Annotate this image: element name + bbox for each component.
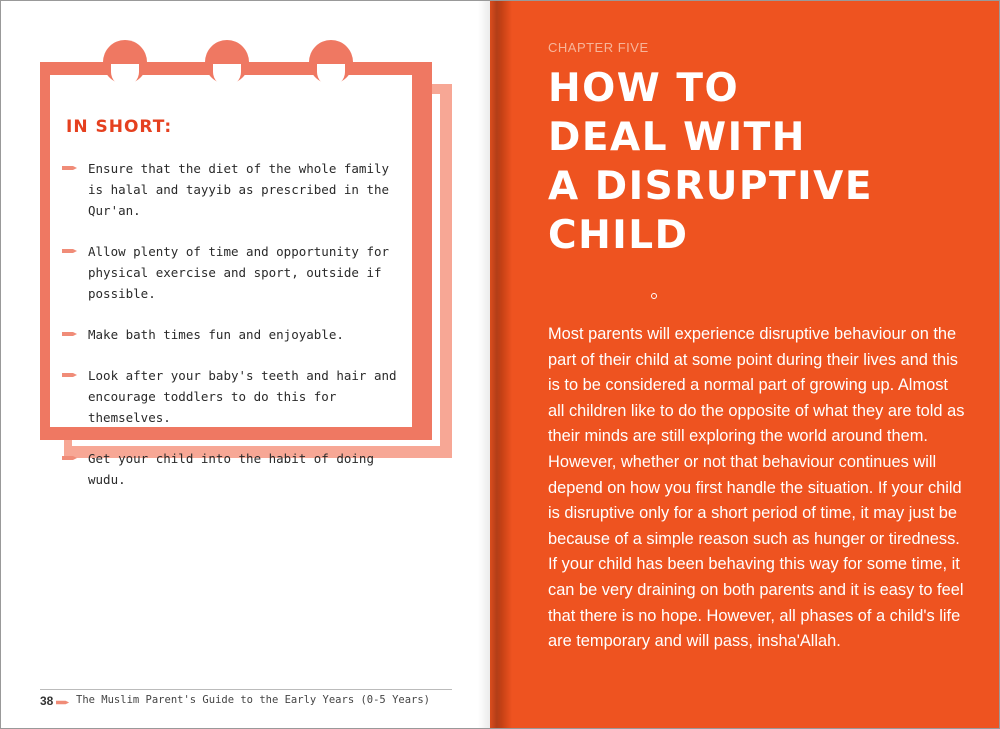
chapter-title xyxy=(548,64,873,260)
left-page xyxy=(0,0,490,729)
list-item-text: Get your child into the habit of doing wudu. xyxy=(88,451,374,487)
binder-ring-icon xyxy=(103,40,147,84)
list-item-text: Allow plenty of time and opportunity for physical exercise and sport, outside if possible. xyxy=(88,244,390,301)
book-gutter xyxy=(478,0,512,729)
list-item-text: Look after your baby's teeth and hair and encourage toddlers to do this for themselves. xyxy=(88,368,397,425)
pencil-arrow-icon xyxy=(62,454,78,462)
list-item xyxy=(62,158,407,221)
pencil-arrow-icon xyxy=(62,371,78,379)
chapter-intro-paragraph: Most parents will experience disruptive behaviour on the part of their child at some point during their lives and this is to be considered a normal part of growing up. Almost all children like to do the opposite of what they are told as their minds are still exploring the world around them. However, whether or not that behaviour continues will depend on how you first handle the situation. If your child is disruptive only for a short period of time, it may just be because of a simple reason such as hunger or tiredness. If your child has been behaving this way for some time, it can be very draining on both parents and it is easy to feel that there is no hope. However, all phases of a child's life are temporary and will pass, insha'Allah. xyxy=(548,325,965,651)
pencil-arrow-icon xyxy=(62,247,78,255)
pencil-arrow-icon xyxy=(62,330,78,338)
title-line: A DISRUPTIVE xyxy=(548,164,873,209)
footer-divider xyxy=(40,689,452,690)
running-footer: The Muslim Parent's Guide to the Early Years (0-5 Years) xyxy=(76,694,431,706)
pencil-arrow-icon xyxy=(62,164,78,172)
binder-ring-icon xyxy=(205,40,249,84)
title-line: DEAL WITH xyxy=(548,115,806,160)
card-heading: IN SHORT: xyxy=(66,117,173,137)
list-item xyxy=(62,324,407,345)
small-circle-mark xyxy=(651,293,657,299)
page-number: 38 xyxy=(40,694,54,708)
list-item xyxy=(62,241,407,304)
list-item xyxy=(62,448,407,490)
title-line: CHILD xyxy=(548,213,689,258)
list-item-text: Ensure that the diet of the whole family is halal and tayyib as prescribed in the Qur'an. xyxy=(88,161,390,218)
list-item xyxy=(62,365,407,428)
binder-ring-icon xyxy=(309,40,353,84)
summary-list xyxy=(62,158,407,510)
title-line: HOW TO xyxy=(548,66,740,111)
list-item-text: Make bath times fun and enjoyable. xyxy=(88,327,344,342)
chapter-label: CHAPTER FIVE xyxy=(548,40,649,55)
pencil-arrow-icon xyxy=(56,699,70,706)
